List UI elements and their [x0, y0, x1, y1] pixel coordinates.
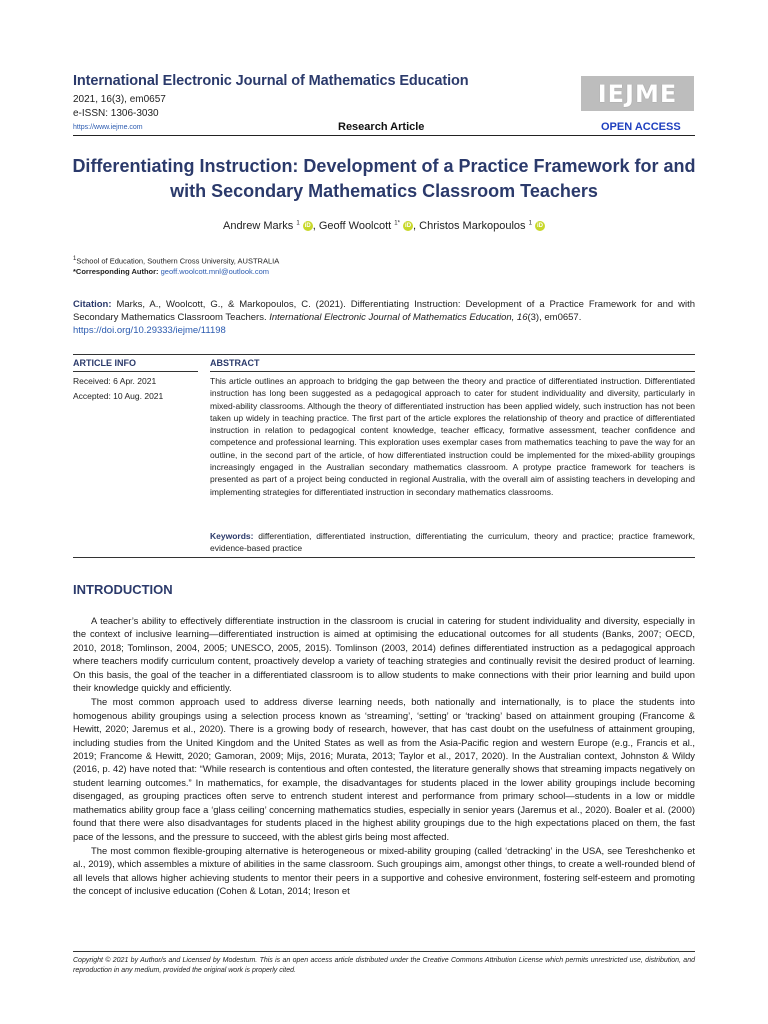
email-link[interactable]: geoff.woolcott.mnl@outlook.com [160, 267, 270, 276]
accepted-date: Accepted: 10 Aug. 2021 [73, 391, 164, 401]
body-paragraph: A teacher’s ability to effectively differentiate instruction in the classroom is crucial in catering for student individuality and diversity, especially in the context of inclusive learning—differentiated instruction is aimed at optimising the educational outcomes for all students (Banks, 2007; OECD, 2010, 2018; Tomlinson, 2004, 2005; UNESCO, 2005, 2015). Tomlinson (2003, 2014) defines differentiated instruction as a pedagogical approach where teachers modify curriculum content, proactively develop a variety of teaching strategies and continually revisit the desired product of learning. On this basis, the goal of the teacher in a differentiated classroom is to allow students to make connections with their prior learning and build upon their knowledge quickly and efficiently. [73, 615, 695, 694]
open-access-label: OPEN ACCESS [601, 121, 681, 133]
author-list: Andrew Marks $^1$ iD , Geoff Woolcott $^{1*}$ iD , Christos Markopoulos $^1$ iD [222, 220, 543, 232]
author-affil-sup: 1 [528, 220, 532, 227]
affiliation-text: School of Education, Southern Cross University, AUSTRALIA [76, 256, 280, 266]
citation-issue: (3), em0657. [527, 312, 582, 323]
paper-title: Differentiating Instruction: Development of a Practice Framework for and with Secondary Mathematics Classroom Teachers [72, 156, 696, 201]
issn-line: e-ISSN: 1306-3030 [73, 108, 159, 119]
author-name: Andrew Marks [222, 220, 294, 232]
affiliation [73, 256, 279, 266]
orcid-icon[interactable]: iD [537, 223, 543, 230]
introduction-body [73, 614, 695, 899]
keywords [210, 530, 695, 555]
article-type: Research Article [338, 121, 425, 133]
header-divider [73, 135, 695, 136]
orcid-icon[interactable]: iD [405, 223, 412, 230]
article-info-heading: ARTICLE INFO [73, 358, 136, 368]
corresponding-label: *Corresponding Author: [73, 267, 159, 276]
abstract-head-rule [210, 371, 695, 372]
citation-label: Citation: [73, 299, 112, 310]
journal-logo [581, 76, 694, 111]
keywords-text: differentiation, differentiated instruction, differentiating the curriculum, theory and practice; practice framework, evidence-based practice [210, 531, 695, 554]
abstract-text: This article outlines an approach to bridging the gap between the theory and practice of differentiated instruction. Differentiated instruction has long been suggested as a pedagogical approach to cater for student individuality and diversity, particularly in mixed-ability classrooms. Although the theory of differentiated instruction has been applied widely, such instruction has not been taken up widely in teaching practice. The first part of the article explores the relationship of theory and practice of differentiated instruction in relation to pedagogical content knowledge, teacher efficacy, formative assessment, teacher confidence and competence and professional learning. This exploration uses exemplar cases from mathematics teaching to pave the way for an outline, in the second part of the article, of how differentiated instruction could be implemented for the mixed-ability groupings increasingly engaged in the Australian secondary mathematics classroom. A protype practice framework for teachers is presented as part of a project being conducted in regional Australia, with the overall aim of assisting teachers in developing and implementing strategies for differentiated instruction in secondary mathematics classrooms. [210, 376, 695, 497]
body-paragraph: The most common flexible-grouping alternative is heterogeneous or mixed-ability grouping (called ‘detracking’ in the USA, see Tereshchenko et al., 2019), which assembles a mixture of abilities in the same classroom. Such groupings aim, amongst other things, to create a well-rounded blend of all levels that allows higher achieving students to mentor their peers in a supportive and cohesive environment, fostering self-esteem and promoting the concept of inclusive education (Cohen & Lotan, 2014; Ireson et [73, 844, 695, 897]
corresponding-author [73, 267, 269, 276]
author-affil-sup: 1* [394, 220, 400, 227]
keywords-label: Keywords: [210, 531, 254, 541]
author-name: Christos Markopoulos [419, 220, 526, 232]
info-top-rule [73, 354, 695, 355]
section-heading-introduction: INTRODUCTION [73, 582, 173, 597]
author-affil-sup: 1 [296, 220, 300, 227]
info-head-rule [73, 371, 198, 372]
orcid-icon[interactable]: iD [304, 223, 311, 230]
journal-name: International Electronic Journal of Mathematics Education [73, 73, 469, 89]
abstract-heading: ABSTRACT [210, 358, 260, 368]
journal-url-link[interactable]: https://www.iejme.com [73, 124, 143, 131]
citation-block [73, 298, 695, 337]
body-paragraph: The most common approach used to address diverse learning needs, both nationally and internationally, is to place the students into homogenous ability groupings using a selection process known as ‘streaming’, ‘setting’ or ‘tracking’ based on attainment grouping (Francome & Hewitt, 2020; Jaremus et al., 2020). There is a growing body of research, however, that has cast doubt on the usefulness of attainment grouping, including studies from the United Kingdom and the United States as well as from the Asia-Pacific region and western Europe (e.g., Francis et al., 2019; Francome & Hewitt, 2020; Gamoran, 2009; Mijs, 2016; Murata, 2013; Taylor et al., 2017, 2020). In the Australian context, Johnston & Wildy (2016, p. 42) have noted that: “While research is contentious and often contested, the literature generally shows that streaming impacts negatively on student learning outcomes.” In mathematics, for example, the disadvantages for students placed in the lower ability groupings include becoming disengaged, as grouping practices often serve to entrench student interest and performance from primary school—students in a low or middle mathematics ability group face a ‘glass ceiling’ concerning mathematics studies, especially in senior years (Jaremus et al., 2020). Boaler et al. (2000) found that there were also disadvantages for students placed in the highest ability groupings due to the high expectations placed on them, the fast pace of the lessons, and the pressure to succeed, with the ablest girls being most affected. [73, 696, 695, 842]
copyright-footer: Copyright © 2021 by Author/s and Licensed by Modestum. This is an open access article distributed under the Creative Commons Attribution License which permits unrestricted use, distribution, and reproduction in any medium, provided the original work is properly cited. [73, 957, 695, 974]
info-bottom-rule [73, 557, 695, 558]
doi-link[interactable]: https://doi.org/10.29333/iejme/11198 [73, 325, 226, 336]
citation-text: Marks, A., Woolcott, G., & Markopoulos, C. (2021). Differentiating Instruction: Development of a Practice Framework for and with Secondary Mathematics Classroom Teachers. [73, 299, 695, 323]
issue-line: 2021, 16(3), em0657 [73, 94, 166, 105]
author-name: Geoff Woolcott [318, 220, 392, 232]
logo-text: IEJME [597, 79, 678, 108]
received-date: Received: 6 Apr. 2021 [73, 376, 157, 386]
affiliation-sup: 1 [73, 256, 77, 262]
citation-journal: International Electronic Journal of Mathematics Education, 16 [269, 312, 528, 323]
footer-divider [73, 951, 695, 952]
